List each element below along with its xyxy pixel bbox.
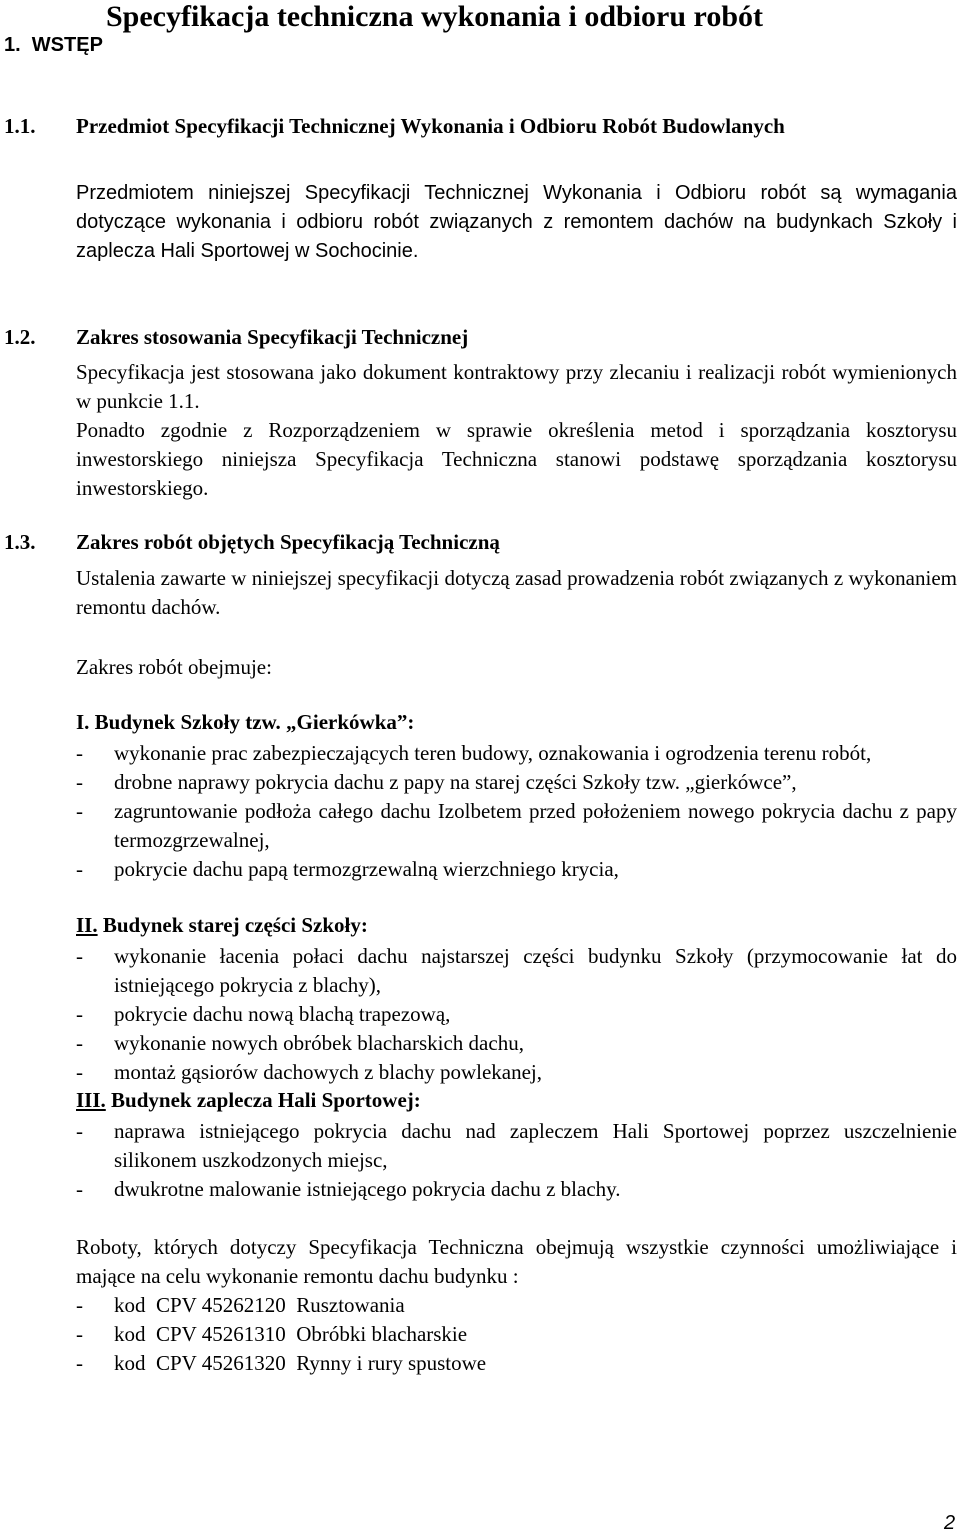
list-dash: - [76,1177,83,1201]
list-dash: - [76,944,83,968]
section-1-2-heading [4,325,468,350]
building-2-label [76,913,368,938]
cpv-item [76,1320,957,1349]
section-1-2-text-1: Specyfikacja jest stosowana jako dokument kontraktowy przy zlecaniu i realizacji robót wymienionych w punkcie 1.1. [76,360,957,413]
list-item-text: wykonanie prac zabezpieczających teren budowy, oznakowania i ogrodzenia terenu robót, [114,741,872,765]
building-3-list [76,1117,957,1204]
section-title: Przedmiot Specyfikacji Technicznej Wykonania i Odbioru Robót Budowlanych [76,114,785,138]
building-2-number: II. [76,913,98,937]
section-number: 1.1. [4,114,36,138]
list-item-text: pokrycie dachu nową blachą trapezową, [114,1002,451,1026]
section-1-1-heading [4,114,785,139]
list-item-text: wykonanie nowych obróbek blacharskich dachu, [114,1031,524,1055]
list-item-text: drobne naprawy pokrycia dachu z papy na starej części Szkoły tzw. „gierkówce”, [114,770,797,794]
intro-heading: 1. WSTĘP [4,34,103,56]
cpv-item-text: kod CPV 45262120 Rusztowania [114,1293,405,1317]
section-number: 1.3. [4,530,36,554]
section-number: 1.2. [4,325,36,349]
list-item [76,768,957,797]
section-1-3-text: Ustalenia zawarte w niniejszej specyfikacji dotyczą zasad prowadzenia robót związanych z wykonaniem remontu dachów. [76,566,957,619]
section-title: Zakres robót objętych Specyfikacją Techniczną [76,530,500,554]
section-title: Zakres stosowania Specyfikacji Technicznej [76,325,469,349]
cpv-item-text: kod CPV 45261310 Obróbki blacharskie [114,1322,468,1346]
summary-text: Roboty, których dotyczy Specyfikacja Techniczna obejmują wszystkie czynności umożliwiające i mające na celu wykonanie remontu dachu budynku : [76,1235,957,1288]
list-dash: - [76,1293,83,1317]
document-title: Specyfikacja techniczna wykonania i odbioru robót [106,0,763,33]
building-3-label [76,1088,421,1113]
cpv-item [76,1349,957,1378]
list-dash: - [76,1060,83,1084]
cpv-item [76,1291,957,1320]
list-item-text: montaż gąsiorów dachowych z blachy powlekanej, [114,1060,543,1084]
cpv-list [76,1291,957,1378]
list-dash: - [76,770,83,794]
list-item [76,1175,957,1204]
section-1-3-heading [4,530,500,555]
list-dash: - [76,1119,83,1143]
list-item-text: wykonanie łacenia połaci dachu najstarszej części budynku Szkoły (przymocowanie łat do istniejącego pokrycia z blachy), [114,944,957,997]
list-item [76,797,957,855]
list-dash: - [76,857,83,881]
list-item [76,1058,957,1087]
building-3-number: III. [76,1088,106,1112]
list-item [76,739,957,768]
cpv-item-text: kod CPV 45261320 Rynny i rury spustowe [114,1351,487,1375]
section-1-2-text-2: Ponadto zgodnie z Rozporządzeniem w sprawie określenia metod i sporządzania kosztorysu inwestorskiego niniejsza Specyfikacja Techniczna stanowi podstawę sporządzania kosztorysu inwestorskiego. [76,418,957,500]
building-2-title: Budynek starej części Szkoły: [97,913,368,937]
list-item [76,1117,957,1175]
list-item-text: naprawa istniejącego pokrycia dachu nad zapleczem Hali Sportowej poprzez uszczelnienie silikonem uszkodzonych miejsc, [114,1119,957,1172]
list-dash: - [76,1031,83,1055]
building-1-label: I. Budynek Szkoły tzw. „Gierkówka”: [76,710,415,734]
list-dash: - [76,1322,83,1346]
building-3-title: Budynek zaplecza Hali Sportowej: [105,1088,421,1112]
list-dash: - [76,741,83,765]
list-dash: - [76,799,83,823]
section-1-1-text: Przedmiotem niniejszej Specyfikacji Technicznej Wykonania i Odbioru robót są wymagania dotyczące wykonania i odbioru robót związanych z remontem dachów na budynkach Szkoły i zaplecza Hali Sportowej w Sochocinie. [76,182,957,262]
list-dash: - [76,1351,83,1375]
list-item-text: zagruntowanie podłoża całego dachu Izolbetem przed położeniem nowego pokrycia dachu z papy termozgrzewalnej, [114,799,957,852]
building-2-list [76,942,957,1087]
list-item [76,1000,957,1029]
scope-intro: Zakres robót obejmuje: [76,655,272,679]
page-number: 2 [944,1512,956,1534]
list-item-text: dwukrotne malowanie istniejącego pokrycia dachu z blachy. [114,1177,621,1201]
list-item-text: pokrycie dachu papą termozgrzewalną wierzchniego krycia, [114,857,619,881]
building-1-list [76,739,957,884]
list-dash: - [76,1002,83,1026]
list-item [76,855,957,884]
list-item [76,942,957,1000]
list-item [76,1029,957,1058]
